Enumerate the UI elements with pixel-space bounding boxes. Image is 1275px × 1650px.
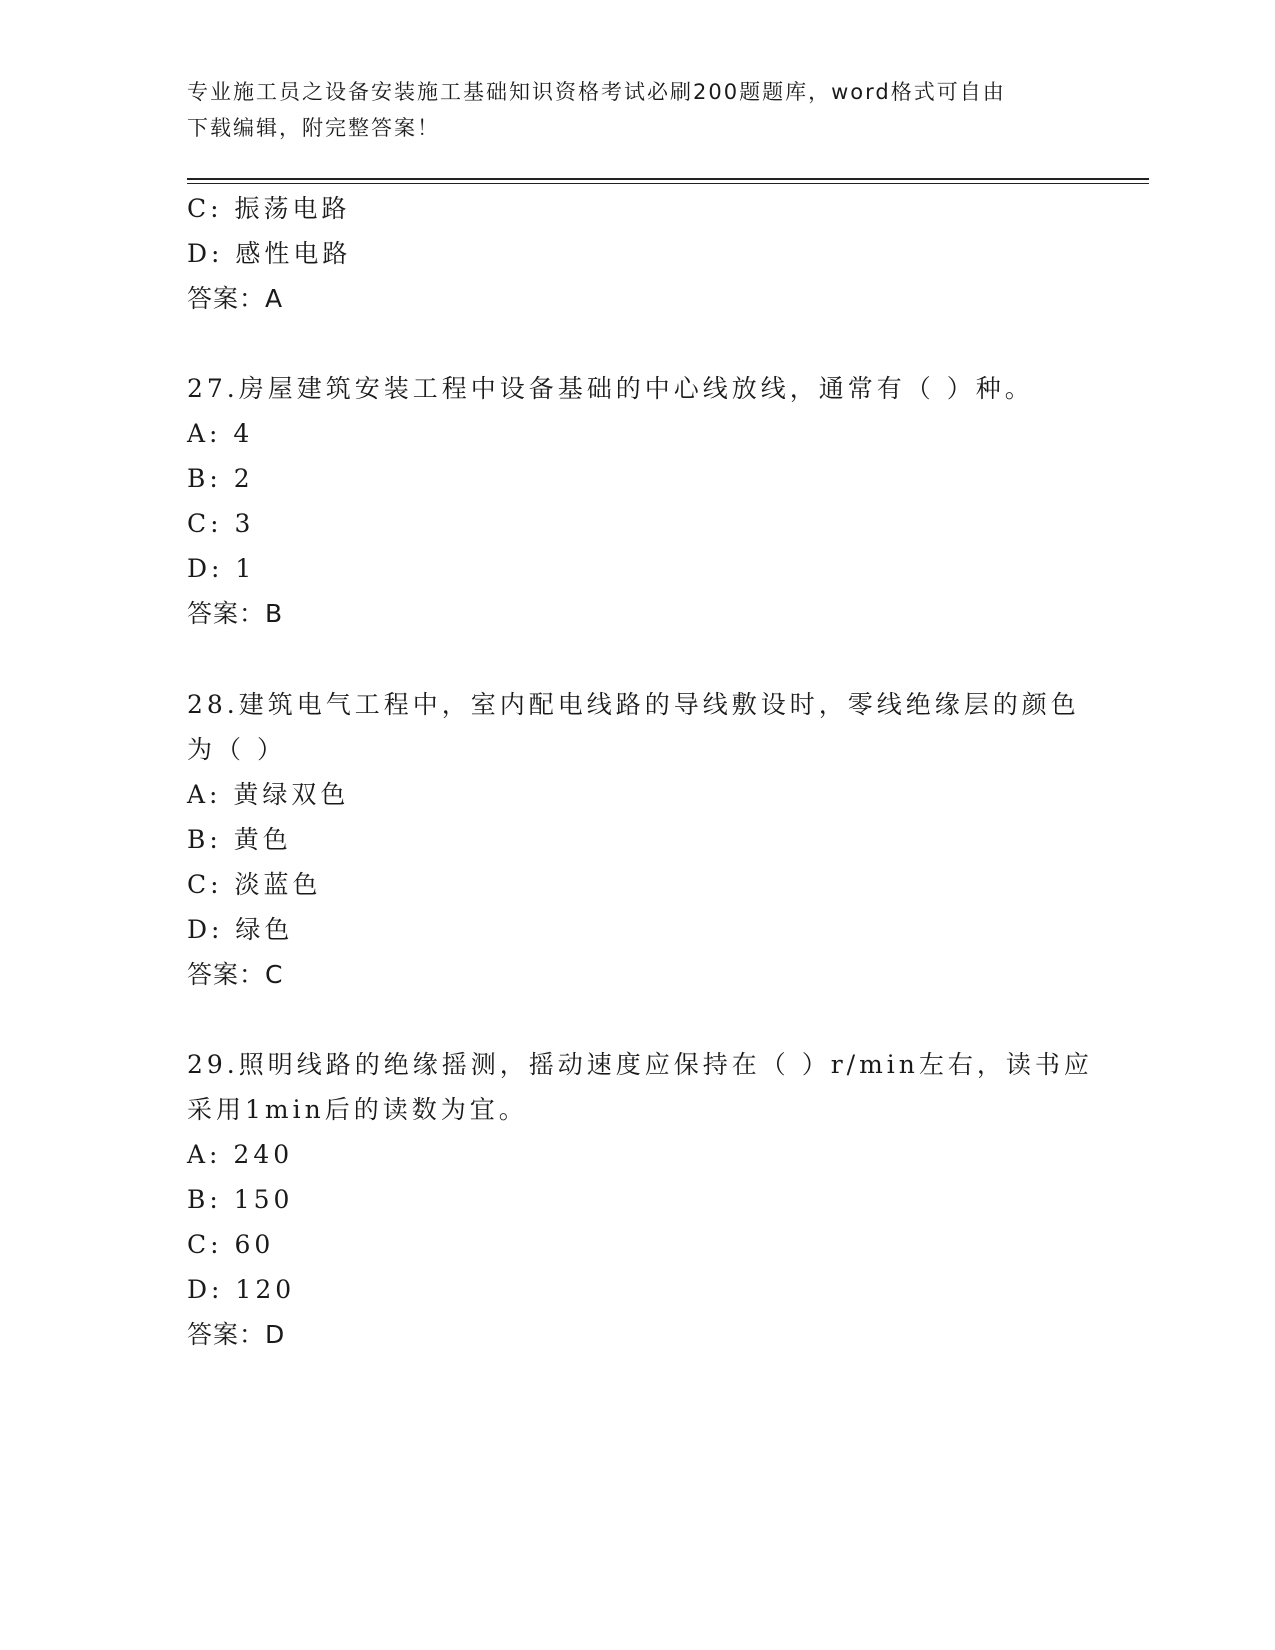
header-line-2: 下载编辑，附完整答案！ [187, 116, 440, 140]
prev-answer: 答案：A [187, 284, 284, 313]
q27-option-d: D: 1 [187, 554, 256, 583]
q28-stem-line-2: 为（ ） [187, 735, 286, 764]
q29-option-a: A: 240 [187, 1140, 294, 1169]
q28-option-a: A: 黄绿双色 [187, 780, 350, 809]
q29-stem-line-1: 29.照明线路的绝缘摇测，摇动速度应保持在（ ）r/min左右，读书应 [187, 1050, 1093, 1079]
q27-option-b: B: 2 [187, 464, 254, 493]
q29-option-c: C: 60 [187, 1230, 275, 1259]
q27-option-a: A: 4 [187, 419, 254, 448]
q29-stem-line-2: 采用1min后的读数为宜。 [187, 1095, 528, 1124]
header-line-1: 专业施工员之设备安装施工基础知识资格考试必刷200题题库，word格式可自由 [187, 80, 1006, 104]
q29-option-d: D: 120 [187, 1275, 296, 1304]
q28-stem-line-1: 28.建筑电气工程中，室内配电线路的导线敷设时，零线绝缘层的颜色 [187, 690, 1080, 719]
q28-option-d: D: 绿色 [187, 915, 294, 944]
q27-option-c: C: 3 [187, 509, 255, 538]
header-divider-thin [187, 183, 1149, 184]
q27-stem: 27.房屋建筑安装工程中设备基础的中心线放线，通常有（ ）种。 [187, 374, 1034, 403]
q28-answer: 答案：C [187, 960, 284, 989]
q29-option-b: B: 150 [187, 1185, 294, 1214]
q28-option-c: C: 淡蓝色 [187, 870, 322, 899]
document-header [187, 74, 1067, 146]
prev-option-d: D: 感性电路 [187, 239, 352, 268]
q28-option-b: B: 黄色 [187, 825, 292, 854]
prev-option-c: C: 振荡电路 [187, 194, 351, 223]
q27-answer: 答案：B [187, 599, 284, 628]
q29-answer: 答案：D [187, 1320, 286, 1349]
header-divider-thick [187, 178, 1149, 180]
